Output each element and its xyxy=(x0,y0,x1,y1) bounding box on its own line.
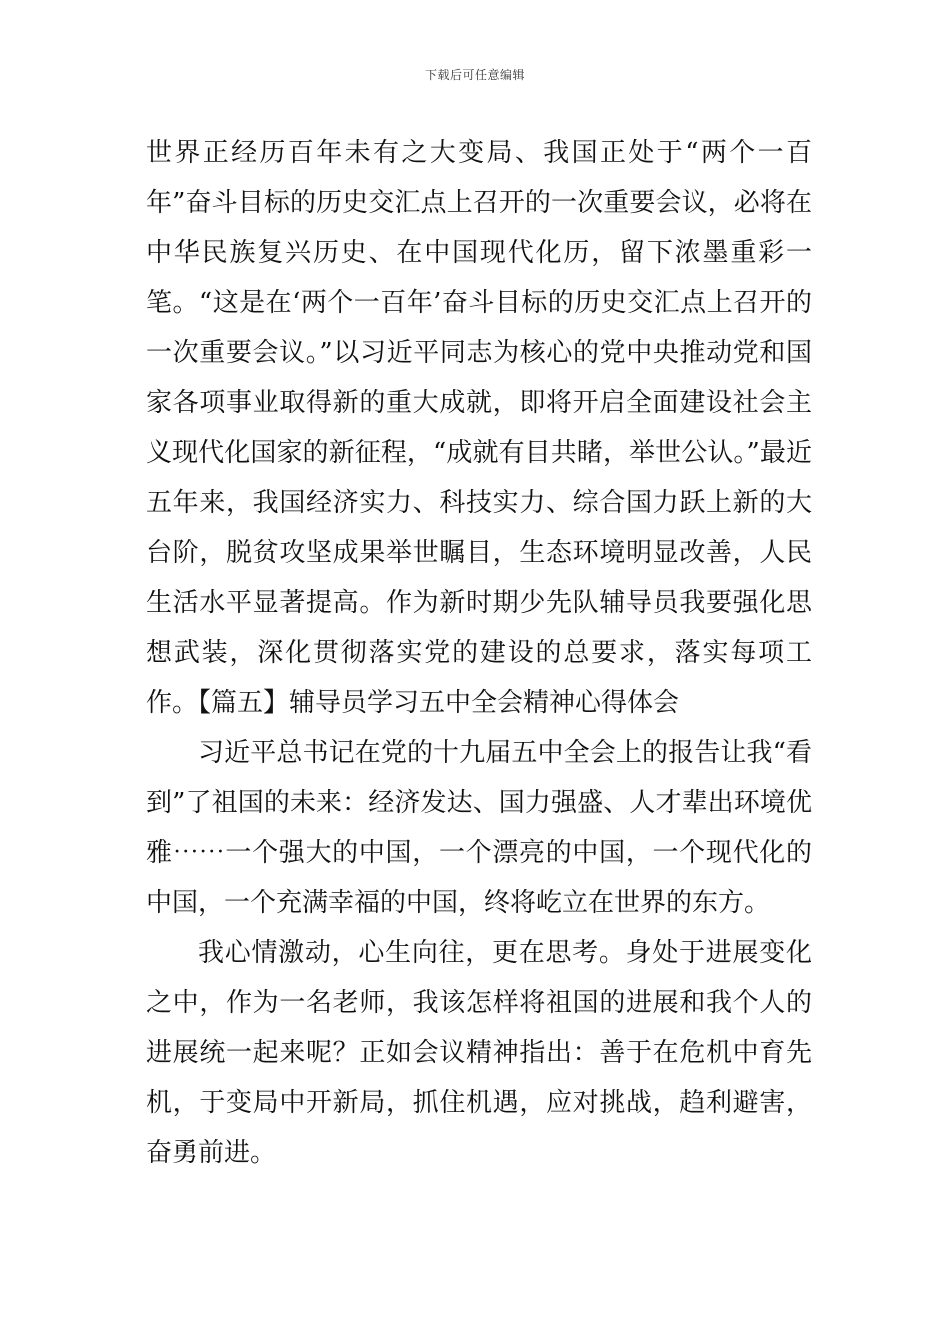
paragraph-3: 我心情激动，心生向往，更在思考。身处于进展变化之中，作为一名老师，我该怎样将祖国的进展和我个人的进展统一起来呢？正如会议精神指出：善于在危机中育先机，于变局中开新局，抓住机遇，应对挑战，趋利避害，奋勇前进。 xyxy=(146,938,812,1168)
paragraph-2: 习近平总书记在党的十九届五中全会上的报告让我“看到”了祖国的未来：经济发达、国力强盛、人才辈出环境优雅⋯⋯一个强大的中国，一个漂亮的中国，一个现代化的中国，一个充满幸福的中国，终将屹立在世界的东方。 xyxy=(146,738,812,918)
page-header: 下载后可任意编辑 xyxy=(424,68,525,82)
paragraph-1: 世界正经历百年未有之大变局、我国正处于“两个一百年”奋斗目标的历史交汇点上召开的一次重要会议，必将在中华民族复兴历史、在中国现代化历，留下浓墨重彩一笔。“这是在‘两个一百年’奋斗目标的历史交汇点上召开的一次重要会议。”以习近平同志为核心的党中央推动党和国家各项事业取得新的重大成就，即将开启全面建设社会主义现代化国家的新征程，“成就有目共睹，举世公认。”最近五年来，我国经济实力、科技实力、综合国力跃上新的大台阶，脱贫攻坚成果举世瞩目，生态环境明显改善，人民生活水平显著提高。作为新时期少先队辅导员我要强化思想武装，深化贯彻落实党的建设的总要求，落实每项工作。【篇五】辅导员学习五中全会精神心得体会 xyxy=(146,138,812,718)
document-body xyxy=(146,128,812,1178)
